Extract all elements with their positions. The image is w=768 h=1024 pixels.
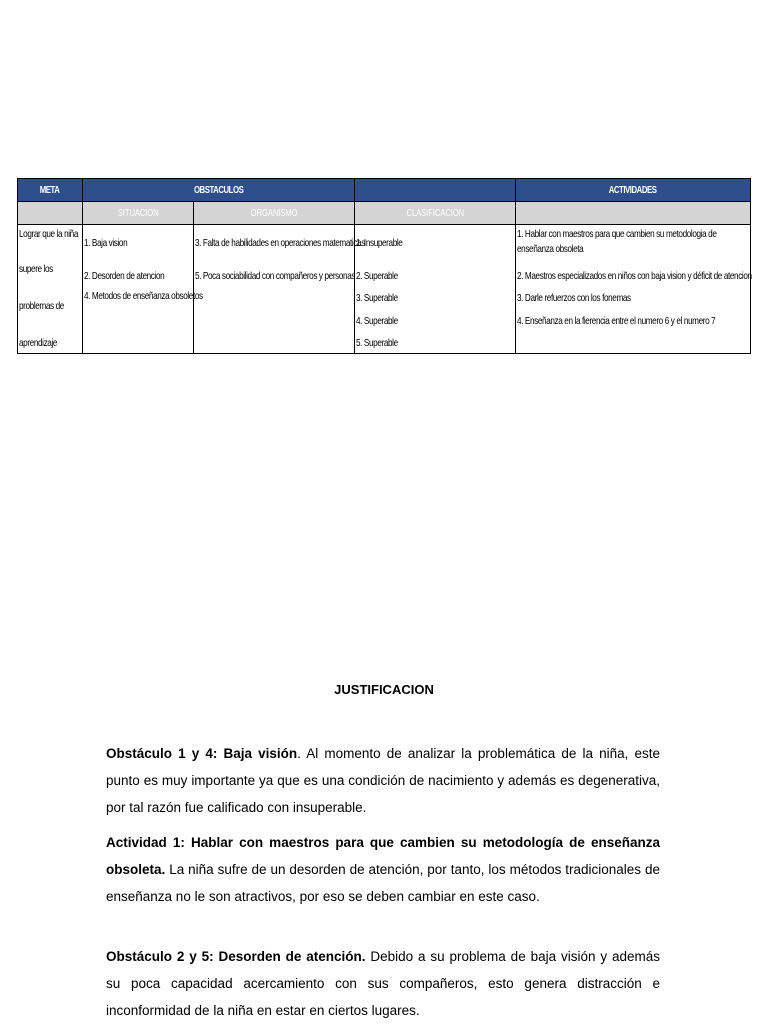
- situacion-line: 2. Desorden de atencion: [84, 270, 165, 282]
- organismo-line: 3. Falta de habilidades en operaciones matematicas: [195, 237, 365, 249]
- paragraph-text: La niña sufre de un desorden de atención, por tanto, los métodos tradicionales de enseñanza no le son atractivos, por eso se deben cambiar en este caso.: [106, 862, 660, 904]
- subheader-situacion: SITUACION: [83, 202, 194, 225]
- actividades-line: 1. Hablar con maestros para que cambien su metodologia de enseñanza obsoleta: [517, 228, 717, 255]
- subheader-empty: [18, 202, 83, 225]
- clasificacion-line: 3. Superable: [356, 292, 398, 304]
- justificacion-paragraph: [106, 829, 660, 910]
- organismo-cell: [194, 225, 365, 354]
- clasificacion-cell: [355, 225, 516, 354]
- paragraph-text: Debido a su problema de baja visión y además su poca capacidad acercamiento con sus compañeros, esto genera distracción e inconformidad de la niña en estar en ciertos lugares.: [106, 949, 660, 1018]
- actividades-line: 3. Darle refuerzos con los fonemas: [517, 292, 631, 304]
- clasificacion-line: 5. Superable: [356, 337, 398, 349]
- header-actividades: ACTIVIDADES: [516, 179, 751, 202]
- table-body-row: [18, 225, 751, 354]
- meta-cell: [18, 225, 83, 354]
- obstacles-table: [17, 178, 751, 354]
- header-obstaculos: OBSTACULOS: [83, 179, 355, 202]
- clasificacion-line: 2. Superable: [356, 270, 398, 282]
- table-header-row: [18, 179, 751, 202]
- subheader-organismo: ORGANISMO: [194, 202, 355, 225]
- justificacion-paragraph: [106, 740, 660, 821]
- meta-line: problemas de: [19, 300, 64, 312]
- situacion-line: 1. Baja vision: [84, 237, 128, 249]
- paragraph-text: . Al momento de analizar la problemática de la niña, este punto es muy importante ya que es una condición de nacimiento y además es degenerativa, por tal razón fue calificado con insuperable.: [106, 746, 660, 815]
- clasificacion-line: 4. Superable: [356, 315, 398, 327]
- header-meta: META: [18, 179, 83, 202]
- table-subheader-row: [18, 202, 751, 225]
- justificacion-paragraph: [106, 943, 660, 1024]
- paragraph-heading: Obstáculo 1 y 4: Baja visión: [106, 746, 298, 761]
- meta-line: Lograr que la niña: [19, 228, 79, 240]
- actividades-line: 2. Maestros especializados en niños con baja vision y déficit de atencion: [517, 270, 752, 282]
- subheader-empty-2: [516, 202, 751, 225]
- situacion-line: 4. Metodos de enseñanza obsoletos: [84, 290, 203, 302]
- actividades-line: 4. Enseñanza en la fierencia entre el numero 6 y el numero 7: [517, 315, 716, 327]
- situacion-cell: [83, 225, 203, 354]
- paragraph-heading: Actividad 1: Hablar con maestros para que cambien su metodología de enseñanza obsoleta.: [106, 835, 660, 877]
- organismo-line: 5. Poca sociabilidad con compañeros y personas: [195, 270, 356, 282]
- subheader-clasificacion: CLASIFICACION: [355, 202, 516, 225]
- actividades-cell: [516, 225, 751, 354]
- meta-line: supere los: [19, 263, 53, 275]
- meta-line: aprendizaje: [19, 337, 58, 349]
- paragraph-heading: Obstáculo 2 y 5: Desorden de atención.: [106, 949, 366, 964]
- header-blank: [355, 179, 516, 202]
- clasificacion-line: 1. Insuperable: [356, 237, 403, 249]
- justificacion-title: JUSTIFICACION: [334, 682, 434, 697]
